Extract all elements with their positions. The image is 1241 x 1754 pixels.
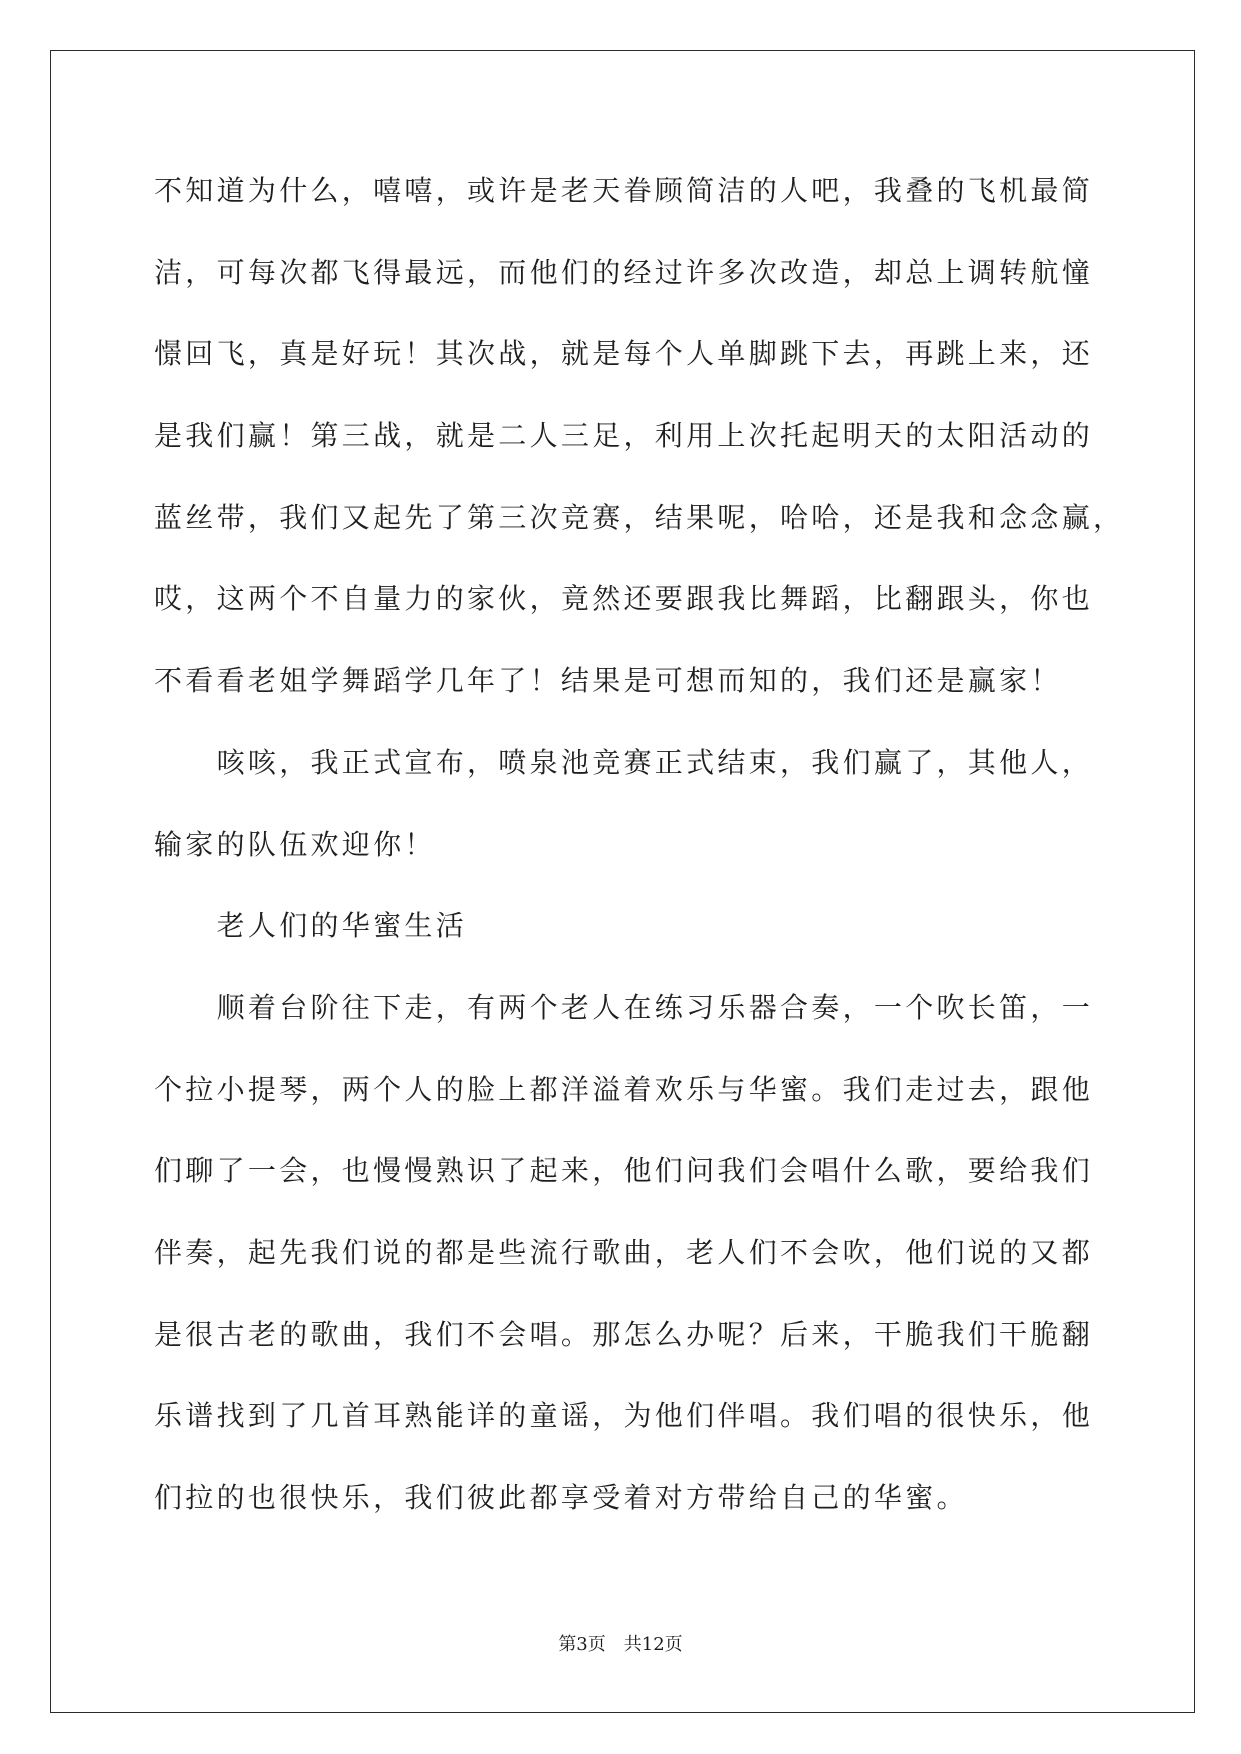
text-line: 洁，可每次都飞得最远，而他们的经过许多次改造，却总上调转航憧 [154,255,1094,289]
document-body [154,150,1125,1539]
text-line: 蓝丝带，我们又起先了第三次竞赛，结果呢，哈哈，还是我和念念赢， [154,500,1125,534]
paragraph [154,150,1125,722]
text-line: 是很古老的歌曲，我们不会唱。那怎么办呢？后来，干脆我们干脆翻 [154,1317,1094,1351]
text-line: 憬回飞，真是好玩！其次战，就是每个人单脚跳下去，再跳上来，还 [154,337,1094,371]
text-line: 输家的队伍欢迎你！ [154,827,436,861]
text-line: 们聊了一会，也慢慢熟识了起来，他们问我们会唱什么歌，要给我们 [154,1154,1094,1188]
text-line: 不看看老姐学舞蹈学几年了！结果是可想而知的，我们还是赢家！ [154,664,1062,698]
text-line: 哎，这两个不自量力的家伙，竟然还要跟我比舞蹈，比翻跟头，你也 [154,582,1094,616]
text-line: 们拉的也很快乐，我们彼此都享受着对方带给自己的华蜜。 [154,1481,968,1514]
section-heading-text: 老人们的华蜜生活 [216,909,467,943]
section-heading [154,885,1094,967]
text-line: 不知道为什么，嘻嘻，或许是老天眷顾简洁的人吧，我叠的飞机最简 [154,174,1094,207]
text-line: 伴奏，起先我们说的都是些流行歌曲，老人们不会吹，他们说的又都 [154,1235,1094,1269]
total-pages: 共12页 [623,1634,683,1655]
paragraph [154,722,1094,885]
page-footer [0,1633,1241,1657]
text-line: 乐谱找到了几首耳熟能详的童谣，为他们伴唱。我们唱的很快乐，他 [154,1399,1094,1433]
text-line: 顺着台阶往下走，有两个老人在练习乐器合奏，一个吹长笛，一 [216,990,1093,1024]
text-line: 个拉小提琴，两个人的脸上都洋溢着欢乐与华蜜。我们走过去，跟他 [154,1072,1094,1106]
page-number: 第3页 [558,1634,606,1655]
text-line: 咳咳，我正式宣布，喷泉池竞赛正式结束，我们赢了，其他人， [216,745,1093,779]
paragraph [154,967,1094,1539]
text-line: 是我们赢！第三战，就是二人三足，利用上次托起明天的太阳活动的 [154,419,1094,453]
